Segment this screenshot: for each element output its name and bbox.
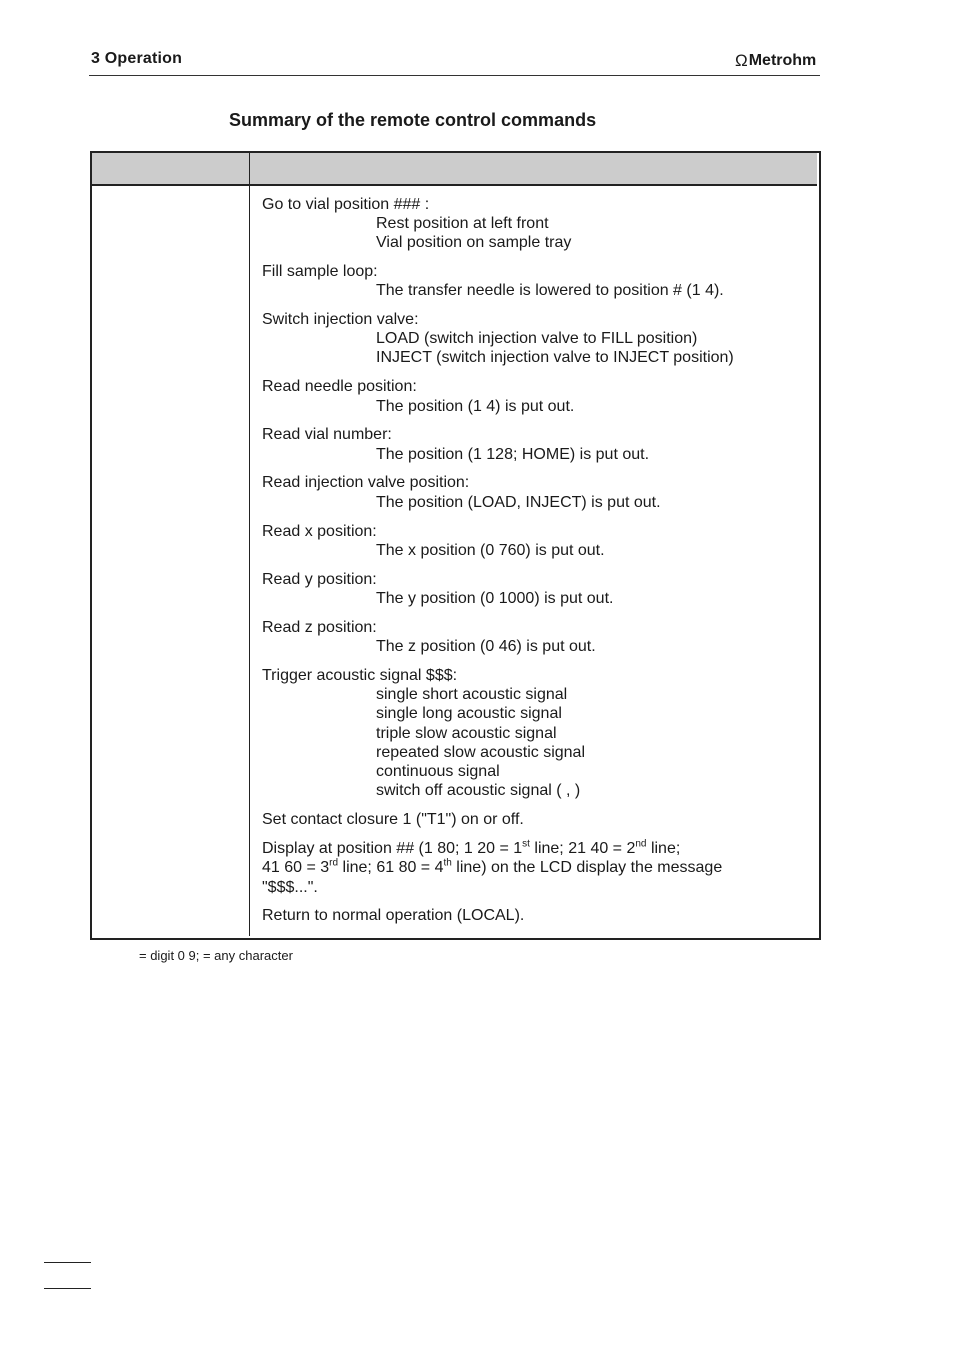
- margin-rule-lower: [44, 1288, 91, 1289]
- row-fill-line: The transfer needle is lowered to position # (1 4).: [376, 282, 724, 299]
- row-acoustic-line: continuous signal: [376, 763, 500, 780]
- display-text: line;: [646, 840, 681, 857]
- column-divider: [249, 153, 250, 936]
- row-display-line-3: "$$$...".: [262, 879, 318, 896]
- row-acoustic-line: single short acoustic signal: [376, 686, 568, 703]
- row-needle-line: The position (1 4) is put out.: [376, 398, 575, 415]
- row-switch-line: LOAD (switch injection valve to FILL position): [376, 330, 698, 347]
- row-switch-label: Switch injection valve:: [262, 311, 419, 328]
- row-fill-label: Fill sample loop:: [262, 263, 378, 280]
- display-sup: th: [443, 857, 452, 869]
- display-text: line) on the LCD display the message: [451, 859, 723, 876]
- row-z-label: Read z position:: [262, 619, 377, 636]
- row-needle-label: Read needle position:: [262, 378, 417, 395]
- row-acoustic-line: triple slow acoustic signal: [376, 725, 557, 742]
- row-display-line-2: [262, 858, 722, 878]
- row-valve-label: Read injection valve position:: [262, 474, 470, 491]
- row-acoustic-line: repeated slow acoustic signal: [376, 744, 586, 761]
- logo-text: Metrohm: [748, 52, 817, 69]
- display-text: line; 61 80 = 4: [338, 859, 444, 876]
- row-x-label: Read x position:: [262, 523, 377, 540]
- table-footnote: = digit 0 9; = any character: [139, 948, 293, 963]
- metrohm-logo: [735, 51, 816, 71]
- page-title: Summary of the remote control commands: [229, 110, 597, 130]
- display-sup: rd: [329, 857, 339, 869]
- section-heading: 3 Operation: [91, 50, 183, 67]
- row-vial-line: The position (1 128; HOME) is put out.: [376, 446, 650, 463]
- row-vial-label: Read vial number:: [262, 426, 392, 443]
- display-sup: nd: [635, 838, 647, 850]
- display-text: 41 60 = 3: [262, 859, 330, 876]
- row-switch-line: INJECT (switch injection valve to INJECT position): [376, 349, 734, 366]
- row-contact-label: Set contact closure 1 ("T1") on or off.: [262, 811, 524, 828]
- row-goto-label: Go to vial position ### :: [262, 196, 430, 213]
- row-goto-line: Vial position on sample tray: [376, 234, 572, 251]
- display-sup: st: [522, 838, 530, 850]
- row-x-line: The x position (0 760) is put out.: [376, 542, 605, 559]
- row-z-line: The z position (0 46) is put out.: [376, 638, 596, 655]
- display-text: Display at position ## (1 80; 1 20 = 1: [262, 840, 523, 857]
- row-display-line-1: [262, 839, 680, 859]
- row-acoustic-line: switch off acoustic signal ( , ): [376, 782, 581, 799]
- margin-rule-upper: [44, 1262, 91, 1263]
- display-text: line; 21 40 = 2: [529, 840, 636, 857]
- row-goto-line: Rest position at left front: [376, 215, 549, 232]
- row-y-line: The y position (0 1000) is put out.: [376, 590, 614, 607]
- header-divider: [89, 75, 820, 76]
- table-header-row: [92, 153, 817, 186]
- row-valve-line: The position (LOAD, INJECT) is put out.: [376, 494, 661, 511]
- row-y-label: Read y position:: [262, 571, 377, 588]
- row-local-label: Return to normal operation (LOCAL).: [262, 907, 525, 924]
- omega-icon: Ω: [735, 51, 748, 70]
- row-acoustic-label: Trigger acoustic signal $$$:: [262, 667, 458, 684]
- row-acoustic-line: single long acoustic signal: [376, 705, 562, 722]
